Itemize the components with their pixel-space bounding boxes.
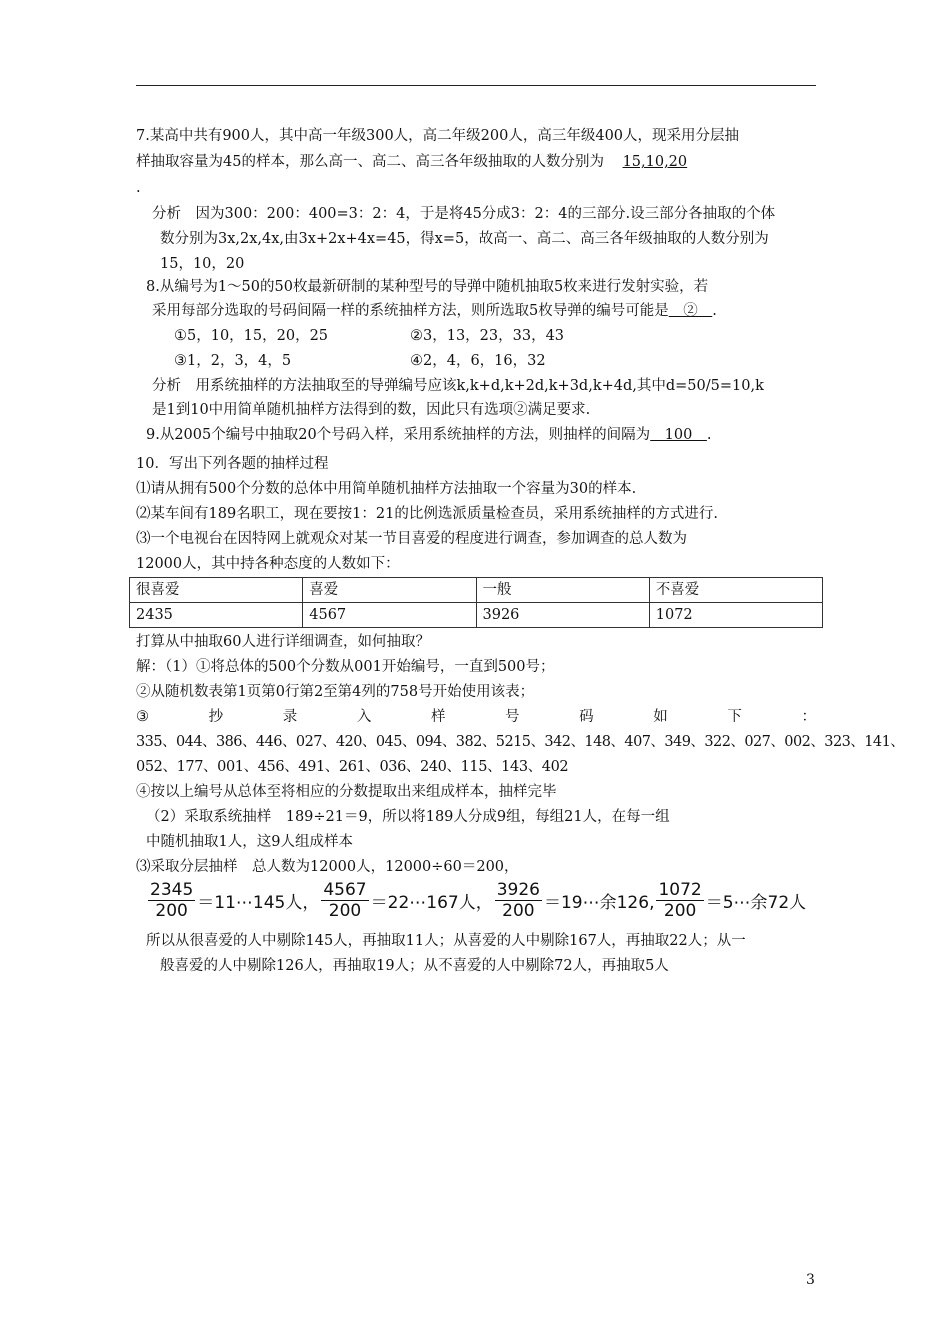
step3-char: 样 — [430, 709, 446, 725]
fraction-denominator: 200 — [155, 901, 188, 921]
fraction-numerator: 3926 — [496, 880, 540, 900]
q8-period: . — [712, 303, 717, 319]
fraction-numerator: 1072 — [658, 880, 702, 900]
step3-char: 入 — [356, 709, 372, 725]
option-2: ②3，13，23，33，43 — [410, 328, 565, 344]
solution-step2: ②从随机数表第1页第0行第2至第4列的758号开始使用该表； — [136, 684, 535, 700]
fraction-denominator: 200 — [663, 901, 697, 921]
table-cell: 2435 — [130, 603, 303, 628]
solution-part3-line1: ⑶采取分层抽样 总人数为12000人，12000÷60＝200， — [136, 859, 519, 875]
page-number: 3 — [806, 1272, 815, 1288]
table-row — [130, 603, 823, 628]
q9-text: 9.从2005个编号中抽取20个号码入样，采用系统抽样的方法，则抽样的间隔为 — [146, 427, 651, 443]
fraction-result: ＝11⋯145人， — [197, 893, 320, 913]
a7-line3: 15，10，20 — [160, 256, 245, 272]
fraction-denominator: 200 — [328, 901, 362, 921]
solution-part2-line1: （2）采取系统抽样 189÷21＝9，所以将189人分成9组，每组21人，在每一组 — [146, 809, 670, 825]
header-rule — [136, 85, 816, 86]
fraction-result: ＝22⋯167人， — [370, 893, 493, 913]
option-1: ①5，10，15，20，25 — [174, 328, 329, 344]
step3-char: 如 — [653, 709, 668, 725]
fraction-result: ＝5⋯余72人 — [705, 893, 807, 913]
q9-answer: 100 — [650, 427, 707, 443]
q8-line2 — [152, 301, 717, 321]
solution-step4: ④按以上编号从总体至将相应的分数提取出来组成样本，抽样完毕 — [136, 784, 557, 800]
q7-text: 样抽取容量为45的样本，那么高一、高二、高三各年级抽取的人数分别为 — [136, 154, 604, 170]
fraction-denominator: 200 — [502, 901, 535, 921]
q9-period: . — [706, 427, 712, 443]
step3-char: 下 — [727, 709, 742, 725]
q7-period: . — [136, 180, 141, 196]
a7-line2: 数分别为3x,2x,4x,由3x+2x+4x=45，得x=5，故高一、高二、高三各年级抽取的人数分别为 — [160, 231, 769, 247]
attitude-table — [129, 577, 823, 628]
table-cell: 4567 — [303, 603, 476, 628]
a8-line2: 是1到10中用简单随机抽样方法得到的数，因此只有选项②满足要求. — [152, 402, 591, 418]
table-cell: 3926 — [476, 603, 649, 628]
fraction — [321, 880, 368, 921]
table-cell: 喜爱 — [303, 578, 476, 603]
fraction-result: ＝19⋯余126, — [543, 893, 655, 913]
q7-line2 — [136, 152, 687, 172]
solution-step1: 解：（1）①将总体的500个分数从001开始编号，一直到500号； — [136, 659, 555, 675]
fraction-numerator: 2345 — [150, 880, 194, 900]
step3-char: 码 — [579, 709, 594, 725]
step3-char: 抄 — [208, 709, 224, 725]
step3-char: 录 — [282, 709, 298, 725]
table-cell: 一般 — [476, 578, 649, 603]
q8-text: 采用每部分选取的号码间隔一样的系统抽样方法，则所选取5枚导弹的编号可能是 — [152, 303, 669, 319]
q7-answer: 15,10,20 — [622, 154, 688, 170]
option-4: ④2，4，6，16，32 — [410, 353, 546, 369]
fraction — [495, 880, 542, 921]
fraction — [656, 880, 703, 921]
solution-part3-line2: 所以从很喜爱的人中剔除145人，再抽取11人；从喜爱的人中剔除167人，再抽取22人；从一 — [146, 933, 746, 949]
solution-part2-line2: 中随机抽取1人，这9人组成样本 — [146, 834, 353, 850]
step3-char: ： — [801, 709, 816, 725]
table-header-row — [130, 578, 823, 603]
q10-part3-line2: 12000人，其中持各种态度的人数如下： — [136, 556, 400, 572]
solution-step3 — [136, 707, 816, 727]
option-3: ③1，2，3，4，5 — [174, 353, 292, 369]
quota-formula — [146, 880, 806, 921]
table-cell: 很喜爱 — [130, 578, 303, 603]
q10-part3-line1: ⑶一个电视台在因特网上就观众对某一节目喜爱的程度进行调查，参加调查的总人数为 — [136, 531, 687, 547]
sample-numbers-line2: 052、177、001、456、491、261、036、240、115、143、402 — [136, 759, 569, 775]
q9-line — [146, 425, 711, 445]
fraction — [148, 880, 195, 921]
sample-numbers-line1: 335、044、386、446、027、420、045、094、382、5215、342、148、407、349、322、027、002、323、141、 — [136, 734, 905, 750]
q10-part1: ⑴请从拥有500个分数的总体中用简单随机抽样方法抽取一个容量为30的样本. — [136, 481, 637, 497]
q10-part3-line3: 打算从中抽取60人进行详细调查，如何抽取？ — [136, 634, 430, 650]
table-cell: 不喜爱 — [649, 578, 822, 603]
fraction-numerator: 4567 — [323, 880, 367, 900]
q8-line1: 8.从编号为1～50的50枚最新研制的某种型号的导弹中随机抽取5枚来进行发射实验，若 — [146, 279, 709, 295]
q8-answer: ② — [668, 303, 713, 319]
step3-char: ③ — [136, 709, 149, 725]
table-cell: 1072 — [649, 603, 822, 628]
q10-title: 10．写出下列各题的抽样过程 — [136, 456, 329, 472]
solution-part3-line3: 般喜爱的人中剔除126人，再抽取19人；从不喜爱的人中剔除72人，再抽取5人 — [160, 958, 669, 974]
q10-part2: ⑵某车间有189名职工，现在要按1：21的比例选派质量检查员，采用系统抽样的方式进行. — [136, 506, 718, 522]
step3-char: 号 — [505, 709, 520, 725]
q7-line1: 7.某高中共有900人，其中高一年级300人，高二年级200人，高三年级400人，现采用分层抽 — [136, 128, 740, 144]
a7-line1: 分析 因为300：200：400=3：2：4，于是将45分成3：2：4的三部分.设三部分各抽取的个体 — [152, 206, 776, 222]
a8-line1: 分析 用系统抽样的方法抽取至的导弹编号应该k,k+d,k+2d,k+3d,k+4d,其中d=50/5=10,k — [152, 378, 764, 394]
